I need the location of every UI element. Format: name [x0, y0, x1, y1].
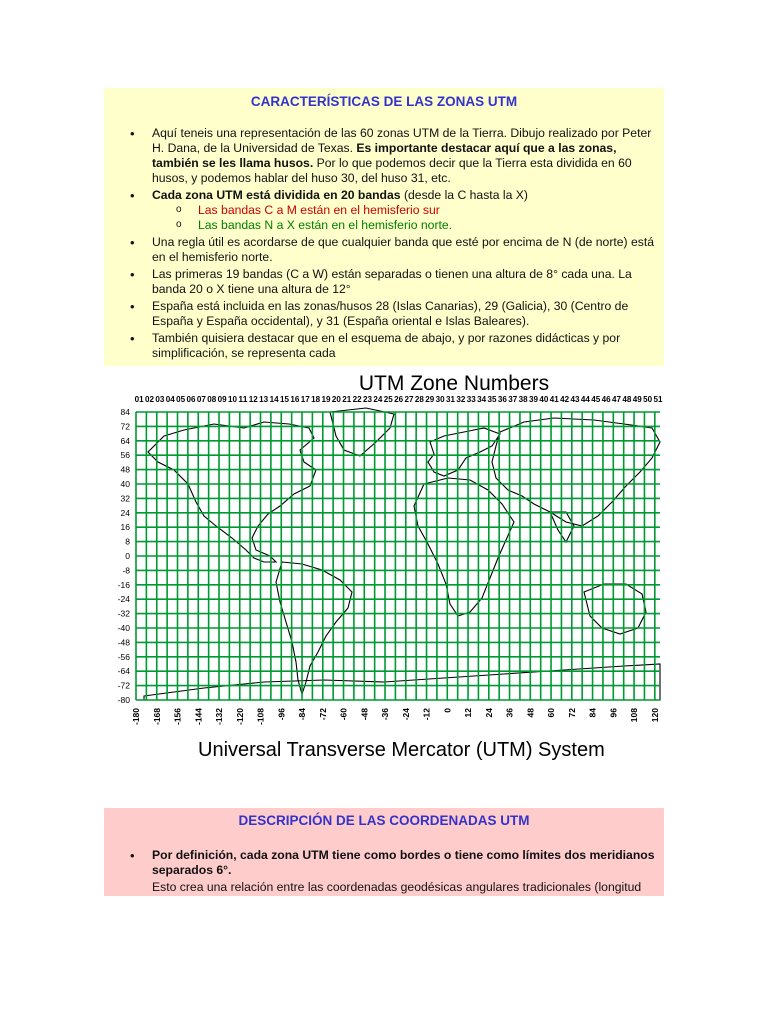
latitude-label: 0	[125, 551, 130, 561]
longitude-label: 108	[629, 708, 640, 723]
longitude-label: -144	[193, 708, 204, 726]
zone-number-label: 04	[165, 395, 176, 404]
longitude-label: -48	[359, 708, 370, 721]
longitude-label: 36	[504, 708, 515, 718]
longitude-label: 48	[525, 708, 536, 718]
zone-number-label: 05	[176, 395, 186, 404]
latitude-label: 16	[120, 522, 130, 533]
latitude-label: -72	[117, 680, 130, 691]
longitude-label: 84	[587, 708, 598, 718]
zone-number-label: 02	[145, 395, 155, 404]
longitude-label: -120	[234, 708, 245, 726]
zone-number-label: 15	[279, 395, 290, 404]
zone-number-label: 14	[269, 395, 280, 404]
latitude-label: 32	[120, 493, 130, 504]
zone-number-label: 21	[342, 395, 352, 404]
sub-item-south: o Las bandas C a M están en el hemisferio sur	[198, 203, 658, 218]
zone-number-label: 12	[248, 395, 259, 404]
utm-map-svg	[104, 366, 664, 768]
longitude-label: 12	[463, 708, 474, 718]
utm-zone-map	[104, 366, 664, 768]
longitude-label: -84	[297, 708, 308, 721]
latitude-label: -80	[117, 695, 130, 705]
bold-text: Por definición, cada zona UTM tiene como bordes o tiene como límites dos meridianos separados 6°.	[152, 848, 655, 877]
longitude-label: 120	[649, 708, 660, 723]
longitude-label: -96	[276, 708, 287, 721]
zone-number-label: 43	[570, 395, 581, 404]
zone-number-label: 01	[134, 395, 145, 404]
section-title: DESCRIPCIÓN DE LAS COORDENADAS UTM	[238, 813, 530, 828]
zone-number-label: 39	[528, 395, 539, 404]
zone-number-label: 24	[373, 395, 383, 404]
list-item: • Las primeras 19 bandas (C a W) están separadas o tienen una altura de 8° cada una. La banda 20 o X tiene una altura de 12°	[152, 267, 658, 297]
bullet-list	[104, 126, 658, 363]
zone-number-label: 41	[549, 395, 560, 404]
zone-number-label: 40	[539, 395, 549, 404]
zone-number-label: 23	[362, 395, 373, 404]
zone-number-label: 20	[331, 395, 342, 404]
zone-number-label: 11	[238, 395, 249, 404]
zone-number-label: 29	[425, 395, 435, 404]
longitude-label: -24	[400, 708, 411, 721]
zone-number-label: 17	[300, 395, 311, 404]
zone-number-labels	[135, 395, 663, 404]
zone-number-label: 27	[404, 395, 415, 404]
section-utm-zones	[104, 88, 664, 768]
zone-number-label: 22	[352, 395, 363, 404]
latitude-label: 84	[120, 407, 130, 417]
zone-number-label: 48	[622, 395, 632, 404]
zone-number-label: 10	[228, 395, 238, 404]
longitude-label: -12	[421, 708, 432, 721]
list-item	[152, 848, 658, 878]
longitude-label: -132	[214, 708, 225, 726]
longitude-label: -108	[255, 708, 266, 726]
latitude-label: 64	[120, 435, 130, 446]
zone-number-label: 30	[435, 395, 446, 404]
zone-number-label: 03	[155, 395, 165, 404]
latitude-label: -48	[117, 637, 130, 648]
section-title: CARACTERÍSTICAS DE LAS ZONAS UTM	[250, 94, 518, 109]
longitude-label: -156	[172, 708, 183, 726]
bold-text: Cada zona UTM está dividida en 20 bandas	[152, 188, 401, 202]
zone-number-label: 35	[487, 395, 498, 404]
list-item: • Una regla útil es acordarse de que cualquier banda que esté por encima de N (de norte) está en el hemisferio norte.	[152, 235, 658, 265]
longitude-label: -60	[338, 708, 349, 721]
latitude-label: 72	[120, 421, 130, 432]
longitude-label: 0	[442, 708, 453, 713]
latitude-label: -16	[117, 579, 130, 590]
zone-number-label: 31	[445, 395, 456, 404]
zone-number-label: 50	[643, 395, 653, 404]
longitude-label: -36	[380, 708, 391, 721]
zone-number-label: 19	[321, 395, 332, 404]
latitude-label: -56	[117, 651, 130, 662]
latitude-label: -8	[122, 565, 130, 576]
latitude-label: 56	[120, 450, 130, 461]
zone-number-label: 42	[560, 395, 570, 404]
longitude-label: 24	[483, 708, 494, 718]
zone-number-label: 08	[207, 395, 217, 404]
zone-number-label: 49	[632, 395, 643, 404]
section-utm-coordinates	[104, 808, 664, 896]
zone-number-label: 09	[217, 395, 228, 404]
zone-number-label: 46	[601, 395, 612, 404]
list-item	[152, 188, 658, 233]
text: (desde la C hasta la X)	[400, 188, 528, 202]
latitude-label: -40	[117, 623, 130, 633]
longitude-label: 72	[566, 708, 577, 718]
longitude-label: -168	[151, 708, 162, 726]
zone-number-label: 07	[196, 395, 207, 404]
longitude-label: -72	[317, 708, 328, 721]
sub-item-north: o Las bandas N a X están en el hemisferio norte.	[198, 218, 658, 233]
bullet-list	[104, 848, 658, 897]
map-title: UTM Zone Numbers	[358, 372, 550, 395]
latitude-label: -32	[117, 608, 130, 619]
list-item: • También quisiera destacar que en el esquema de abajo, y por razones didácticas y por simplificación, se representa cada	[152, 331, 658, 361]
latitude-label: -24	[117, 594, 130, 605]
longitude-label: 60	[546, 708, 557, 718]
zone-number-label: 16	[290, 395, 300, 404]
zone-number-label: 18	[311, 395, 321, 404]
list-item	[152, 126, 658, 186]
longitude-labels	[131, 708, 660, 725]
list-item: • Esto crea una relación entre las coordenadas geodésicas angulares tradicionales (longitud	[152, 880, 658, 895]
zone-number-label: 51	[653, 395, 664, 404]
zone-number-label: 13	[259, 395, 269, 404]
zone-number-label: 47	[611, 395, 622, 404]
zone-number-label: 36	[497, 395, 508, 404]
map-footer-title: Universal Transverse Mercator (UTM) System	[198, 739, 605, 761]
zone-number-label: 28	[414, 395, 425, 404]
list-item: • España está incluida en las zonas/husos 28 (Islas Canarias), 29 (Galicia), 30 (Centro de España y España occidental), y 31 (España oriental e Islas Baleares).	[152, 299, 658, 329]
sub-list	[152, 203, 658, 233]
zone-number-label: 45	[591, 395, 601, 404]
text: Por lo que podemos decir que la Tierra esta dividida en 60 husos, y podemos hablar del huso 30, del huso 31, etc.	[152, 156, 632, 185]
zone-number-label: 38	[518, 395, 529, 404]
zone-number-label: 44	[580, 395, 591, 404]
latitude-labels	[118, 407, 131, 705]
latitude-label: 48	[120, 464, 130, 475]
latitude-label: -64	[117, 666, 130, 677]
zone-number-label: 25	[383, 395, 394, 404]
zone-number-label: 37	[508, 395, 518, 404]
utm-grid	[136, 412, 660, 700]
zone-number-label: 34	[477, 395, 487, 404]
latitude-label: 8	[125, 536, 130, 547]
latitude-label: 40	[120, 479, 130, 489]
text: Aquí teneis una representación de las 60 zonas UTM de la Tierra. Dibujo realizado por Peter H. Dana, de la Universidad de Texas.	[152, 126, 652, 155]
zone-number-label: 26	[394, 395, 404, 404]
bold-text: Es importante destacar aquí que a las zonas, también se les llama husos.	[152, 141, 617, 170]
longitude-label: -180	[131, 708, 141, 726]
latitude-label: 24	[120, 507, 130, 518]
zone-number-label: 06	[186, 395, 197, 404]
zone-number-label: 32	[456, 395, 466, 404]
longitude-label: 96	[608, 708, 619, 718]
zone-number-label: 33	[466, 395, 477, 404]
